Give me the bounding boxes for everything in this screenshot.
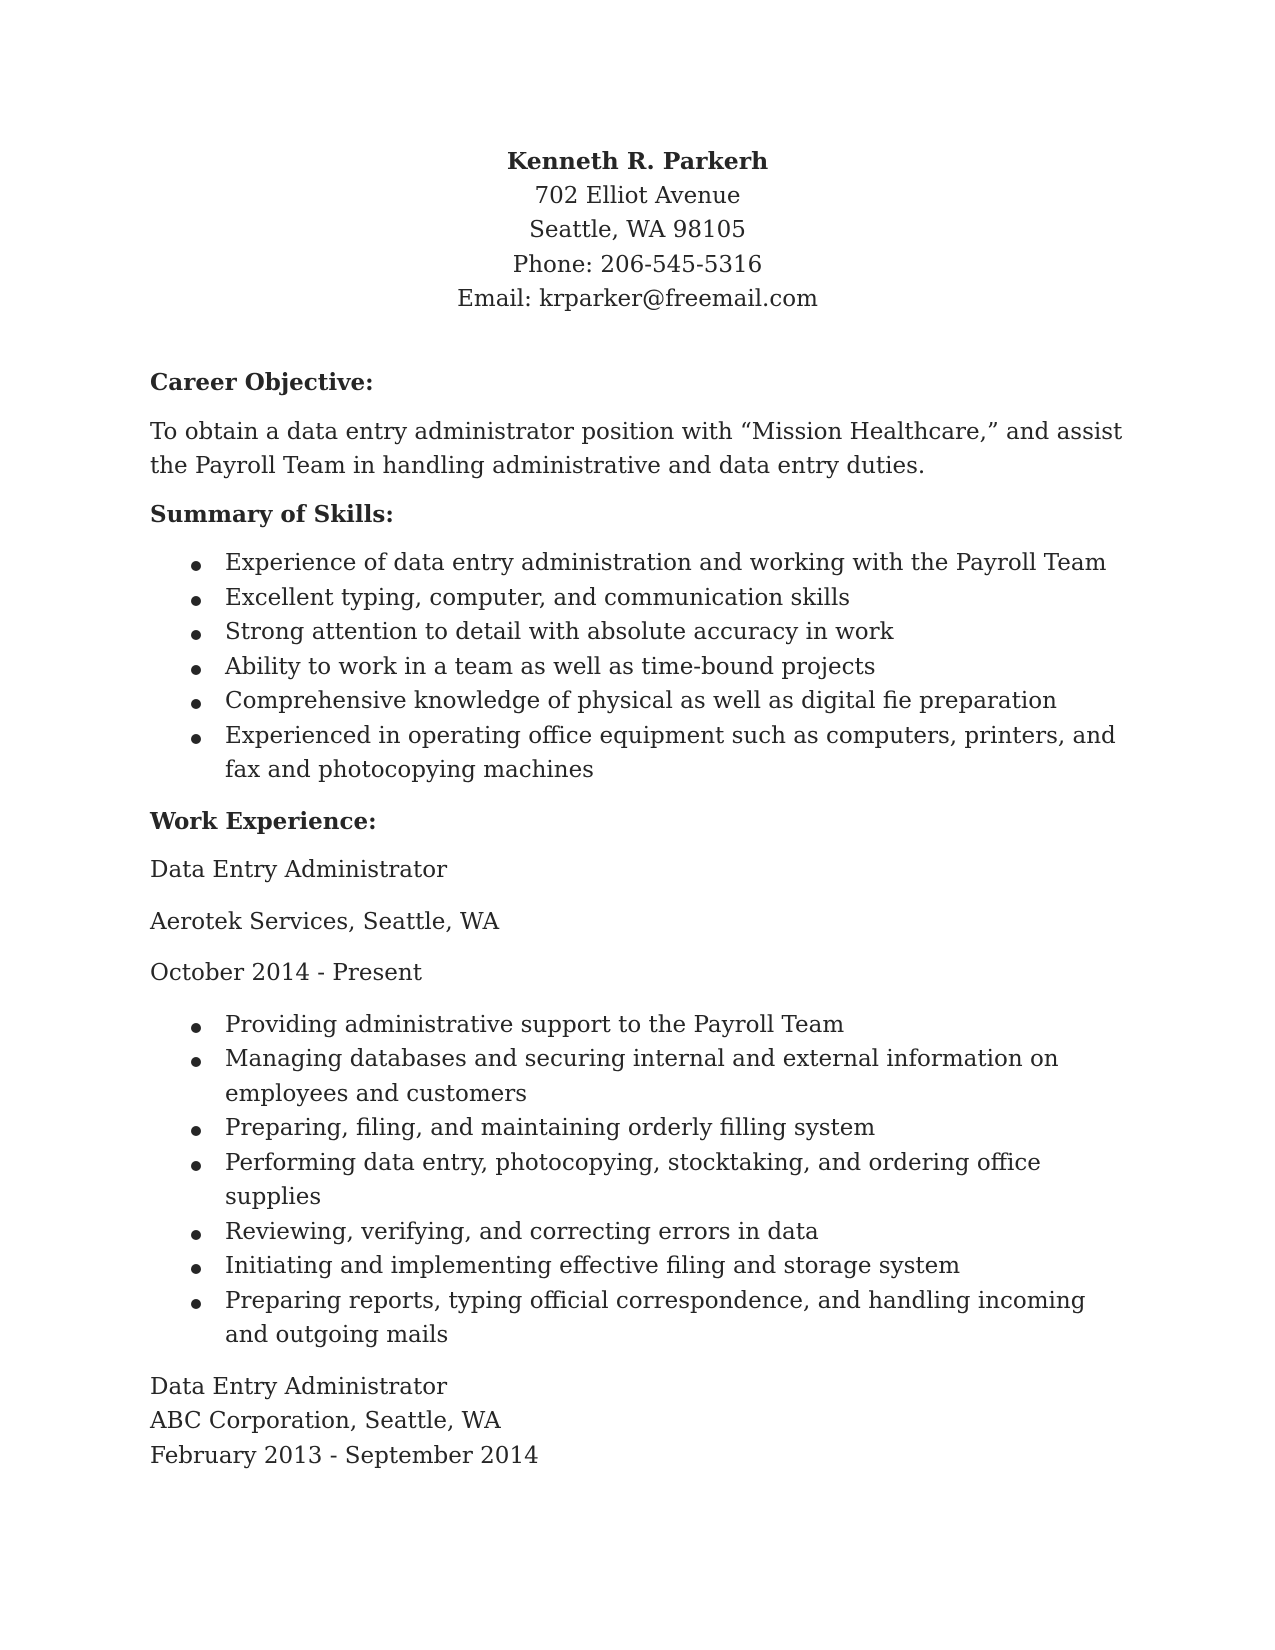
job-company: ABC Corporation, Seattle, WA: [150, 1408, 501, 1434]
job-entry-2: [150, 1370, 1130, 1474]
skill-text: Experienced in operating office equipment such as computers, printers, and fax and photocopying machines: [225, 722, 1116, 783]
email-address: Email: krparker@freemail.com: [457, 286, 818, 312]
bullet-icon: [191, 1161, 201, 1171]
bullet-icon: [191, 1230, 201, 1240]
skill-text: Ability to work in a team as well as time-bound projects: [225, 653, 876, 680]
bullet-icon: [191, 734, 201, 744]
bullet-icon: [191, 665, 201, 675]
applicant-name: Kenneth R. Parkerh: [506, 147, 769, 175]
skill-item: [150, 684, 1130, 719]
duty-text: Providing administrative support to the Payroll Team: [225, 1011, 845, 1038]
duty-text: Preparing, filing, and maintaining orderly filling system: [225, 1115, 876, 1141]
phone-number: Phone: 206-545-5316: [512, 251, 763, 278]
bullet-icon: [191, 699, 201, 709]
job-company: Aerotek Services, Seattle, WA: [150, 908, 500, 935]
contact-header: [0, 144, 1275, 317]
skill-text: Strong attention to detail with absolute accuracy in work: [225, 619, 894, 645]
bullet-icon: [191, 1264, 201, 1274]
job-dates: February 2013 - September 2014: [150, 1442, 539, 1469]
skill-text: Comprehensive knowledge of physical as well as digital fie preparation: [225, 688, 1057, 714]
duty-item: [150, 1042, 1130, 1111]
duty-item: [150, 1284, 1130, 1353]
duty-item: [150, 1215, 1130, 1250]
resume-body: [150, 366, 1130, 1473]
duty-text: Managing databases and securing internal and external information on employees and customers: [225, 1046, 1059, 1107]
duty-item: [150, 1111, 1130, 1146]
duty-text: Preparing reports, typing official correspondence, and handling incoming and outgoing mails: [225, 1287, 1086, 1348]
skill-item: [150, 546, 1130, 581]
duty-text: Initiating and implementing effective filing and storage system: [225, 1253, 961, 1279]
address-line-2: Seattle, WA 98105: [529, 217, 746, 243]
skill-text: Excellent typing, computer, and communication skills: [225, 584, 851, 611]
bullet-icon: [191, 596, 201, 606]
job-title: Data Entry Administrator: [150, 857, 448, 883]
job-dates: October 2014 - Present: [150, 960, 422, 986]
bullet-icon: [191, 630, 201, 640]
skill-item: [150, 650, 1130, 685]
duty-item: [150, 1008, 1130, 1043]
duty-text: Reviewing, verifying, and correcting errors in data: [225, 1218, 819, 1245]
bullet-icon: [191, 1057, 201, 1067]
job-duties-list: [150, 1008, 1130, 1353]
skill-item: [150, 615, 1130, 650]
address-line-1: 702 Elliot Avenue: [534, 182, 741, 209]
bullet-icon: [191, 1126, 201, 1136]
skill-item: [150, 719, 1130, 788]
career-objective-text: To obtain a data entry administrator position with “Mission Healthcare,” and assist the Payroll Team in handling administrative and data entry duties.: [150, 418, 1123, 479]
duty-text: Performing data entry, photocopying, stocktaking, and ordering office supplies: [225, 1149, 1041, 1210]
duty-item: [150, 1146, 1130, 1215]
bullet-icon: [191, 561, 201, 571]
skills-heading: Summary of Skills:: [150, 500, 394, 528]
skill-text: Experience of data entry administration and working with the Payroll Team: [225, 550, 1107, 576]
skills-list: [150, 546, 1130, 788]
duty-item: [150, 1249, 1130, 1284]
bullet-icon: [191, 1299, 201, 1309]
bullet-icon: [191, 1023, 201, 1033]
job-title: Data Entry Administrator: [150, 1373, 448, 1400]
career-objective-heading: Career Objective:: [150, 369, 374, 396]
work-experience-heading: Work Experience:: [150, 807, 377, 835]
skill-item: [150, 581, 1130, 616]
